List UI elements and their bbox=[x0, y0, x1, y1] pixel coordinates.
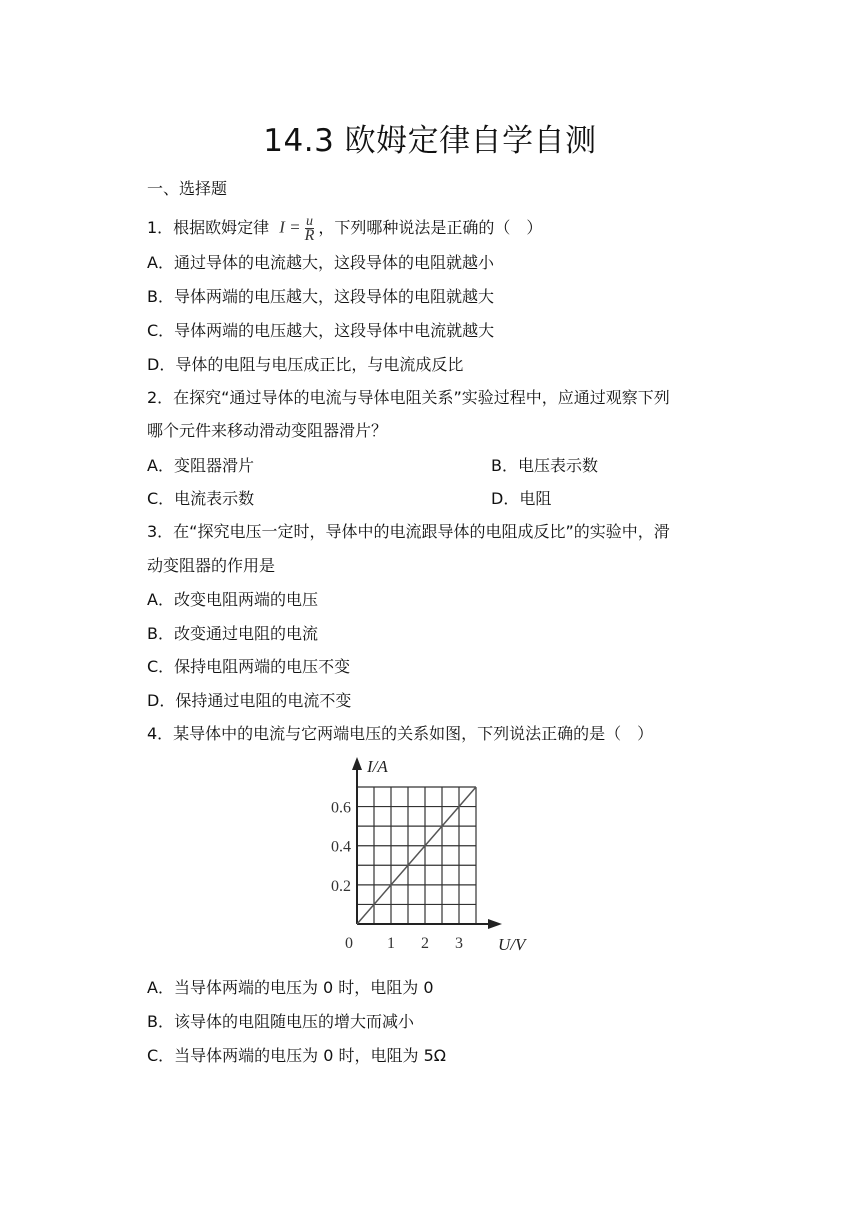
question-3-option-b[interactable]: B．改变通过电阻的电流 bbox=[147, 624, 318, 643]
question-4-stem: 4．某导体中的电流与它两端电压的关系如图，下列说法正确的是（ ） bbox=[147, 724, 654, 743]
y-tick-label: 0.6 bbox=[331, 799, 351, 817]
question-3-option-c[interactable]: C．保持电阻两端的电压不变 bbox=[147, 657, 351, 676]
y-axis-label: I/A bbox=[367, 757, 388, 776]
question-3-stem-line-2: 动变阻器的作用是 bbox=[147, 556, 276, 575]
origin-label: 0 bbox=[345, 935, 353, 952]
y-tick-label: 0.2 bbox=[331, 877, 351, 895]
question-2-option-b[interactable]: B．电压表示数 bbox=[491, 456, 598, 475]
question-4-option-a[interactable]: A．当导体两端的电压为 0 时，电阻为 0 bbox=[147, 978, 434, 997]
x-axis-arrow bbox=[488, 919, 502, 929]
question-1-option-b[interactable]: B．导体两端的电压越大，这段导体的电阻就越大 bbox=[147, 287, 494, 306]
formula-fraction bbox=[305, 215, 315, 242]
x-tick-label: 1 bbox=[387, 935, 395, 952]
question-1-stem-before: 1．根据欧姆定律 bbox=[147, 218, 270, 237]
formula-denominator: R bbox=[304, 227, 315, 244]
question-1-option-a[interactable]: A．通过导体的电流越大，这段导体的电阻就越小 bbox=[147, 253, 494, 272]
section-heading: 一、选择题 bbox=[147, 179, 228, 198]
question-4-option-b[interactable]: B．该导体的电阻随电压的增大而减小 bbox=[147, 1012, 414, 1031]
y-axis-arrow bbox=[352, 757, 362, 770]
question-1-stem-after: ，下列哪种说法是正确的（ ） bbox=[318, 218, 543, 237]
question-1-option-c[interactable]: C．导体两端的电压越大，这段导体中电流就越大 bbox=[147, 321, 495, 340]
question-1-stem bbox=[147, 215, 542, 242]
x-tick-label: 2 bbox=[421, 935, 429, 952]
formula-lhs: I = bbox=[279, 217, 301, 237]
series-line bbox=[357, 787, 476, 924]
y-tick-label: 0.4 bbox=[331, 838, 351, 856]
question-1-option-d[interactable]: D．导体的电阻与电压成正比，与电流成反比 bbox=[147, 355, 464, 374]
question-2-stem-line-1: 2．在探究“通过导体的电流与导体电阻关系”实验过程中，应通过观察下列 bbox=[147, 388, 670, 407]
x-tick-label: 3 bbox=[455, 935, 463, 952]
question-3-stem-line-1: 3．在“探究电压一定时，导体中的电流跟导体的电阻成反比”的实验中，滑 bbox=[147, 522, 670, 541]
question-4-option-c[interactable]: C．当导体两端的电压为 0 时，电阻为 5Ω bbox=[147, 1046, 447, 1065]
question-3-option-d[interactable]: D．保持通过电阻的电流不变 bbox=[147, 691, 352, 710]
x-axis-label: U/V bbox=[498, 935, 526, 954]
question-2-option-c[interactable]: C．电流表示数 bbox=[147, 489, 255, 508]
current-voltage-graph bbox=[320, 752, 540, 962]
question-2-option-a[interactable]: A．变阻器滑片 bbox=[147, 456, 254, 475]
question-2-stem-line-2: 哪个元件来移动滑动变阻器滑片？ bbox=[147, 421, 388, 440]
page-title: 14.3 欧姆定律自学自测 bbox=[263, 123, 597, 159]
question-2-option-d[interactable]: D．电阻 bbox=[491, 489, 552, 508]
question-3-option-a[interactable]: A．改变电阻两端的电压 bbox=[147, 590, 318, 609]
formula-numerator: u bbox=[305, 214, 313, 229]
ohm-law-formula bbox=[279, 215, 314, 242]
